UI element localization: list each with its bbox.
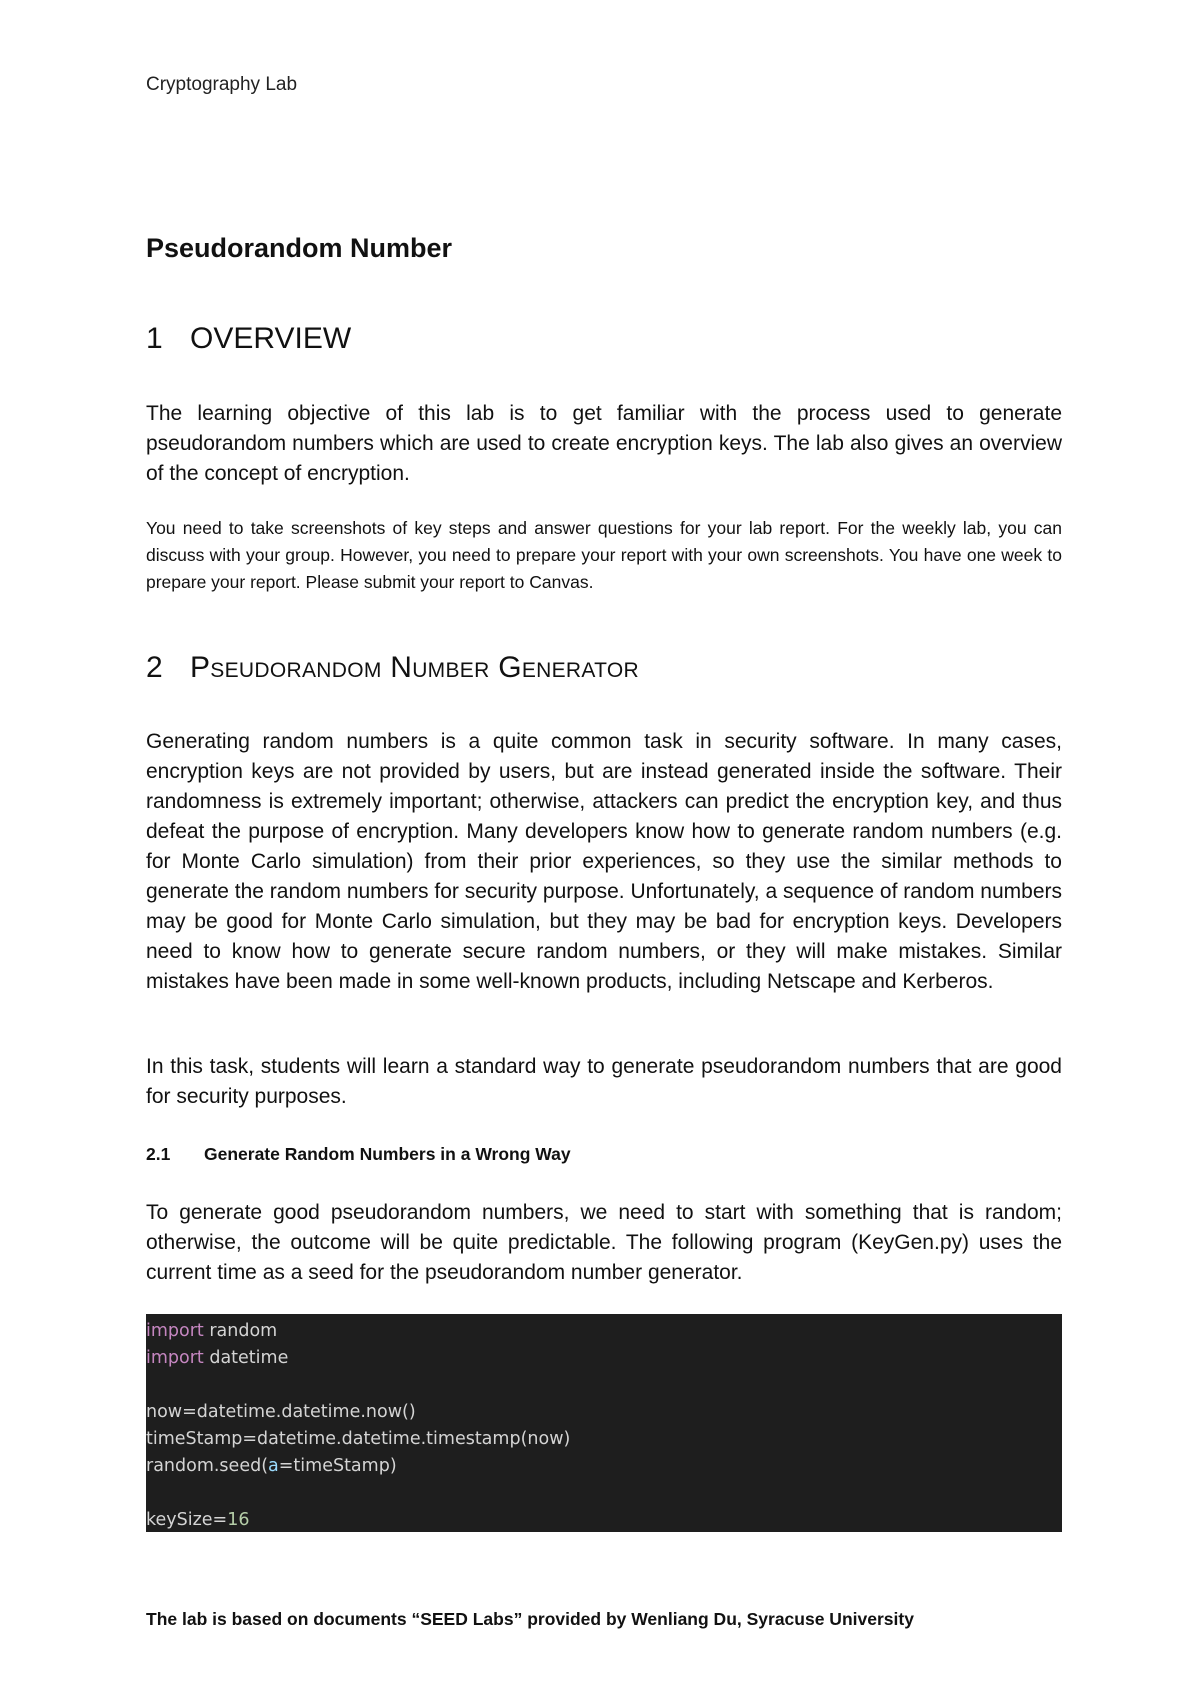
page-title: Pseudorandom Number xyxy=(146,233,453,263)
code-line: random.seed(a=timeStamp) xyxy=(146,1456,397,1476)
code-line: keySize=16 xyxy=(146,1510,250,1530)
code-line: now=datetime.datetime.now() xyxy=(146,1402,416,1422)
subsection-2-1-title: Generate Random Numbers in a Wrong Way xyxy=(204,1144,571,1164)
document-page xyxy=(146,0,1062,1698)
subsection-2-1-number: 2.1 xyxy=(146,1144,171,1164)
overview-paragraph-1: The learning objective of this lab is to get familiar with the process used to generate pseudorandom numbers which are used to create encryption keys. The lab also gives an overview of the concept of encryption. xyxy=(146,402,1062,485)
generator-paragraph-1: Generating random numbers is a quite common task in security software. In many cases, encryption keys are not provided by users, but are instead generated inside the software. Their randomness is extremely important; otherwise, attackers can predict the encryption key, and thus defeat the purpose of encryption. Many developers know how to generate random numbers (e.g. for Monte Carlo simulation) from their prior experiences, so they use the similar methods to generate the random numbers for security purpose. Unfortunately, a sequence of random numbers may be good for Monte Carlo simulation, but they may be bad for encryption keys. Developers need to know how to generate secure random numbers, or they will make mistakes. Similar mistakes have been made in some well-known products, including Netscape and Kerberos. xyxy=(146,730,1062,993)
overview-paragraph-2: You need to take screenshots of key steps and answer questions for your lab report. For the weekly lab, you can discuss with your group. However, you need to prepare your report with your own screenshots. You have one week to prepare your report. Please submit your report to Canvas. xyxy=(146,518,1062,592)
section-2-heading xyxy=(146,651,639,685)
generator-paragraph-2: In this task, students will learn a standard way to generate pseudorandom numbers that are good for security purposes. xyxy=(146,1055,1062,1108)
section-1-heading xyxy=(146,322,351,356)
running-header: Cryptography Lab xyxy=(146,74,298,95)
wrong-way-paragraph: To generate good pseudorandom numbers, we need to start with something that is random; otherwise, the outcome will be quite predictable. The following program (KeyGen.py) uses the current time as a seed for the pseudorandom number generator. xyxy=(146,1201,1062,1284)
section-2-number: 2 xyxy=(146,651,163,684)
footer-attribution: The lab is based on documents “SEED Labs” provided by Wenliang Du, Syracuse University xyxy=(146,1609,914,1629)
section-1-number: 1 xyxy=(146,322,163,355)
section-1-title: OVERVIEW xyxy=(190,322,352,355)
code-line-blank xyxy=(146,1372,1062,1399)
code-line: import random xyxy=(146,1321,278,1341)
subsection-2-1-heading xyxy=(146,1144,571,1165)
code-block xyxy=(146,1314,1062,1532)
code-line-blank xyxy=(146,1480,1062,1507)
section-2-title: Pseudorandom Number Generator xyxy=(190,651,639,684)
code-line: timeStamp=datetime.datetime.timestamp(now) xyxy=(146,1429,571,1449)
code-line: import datetime xyxy=(146,1348,289,1368)
